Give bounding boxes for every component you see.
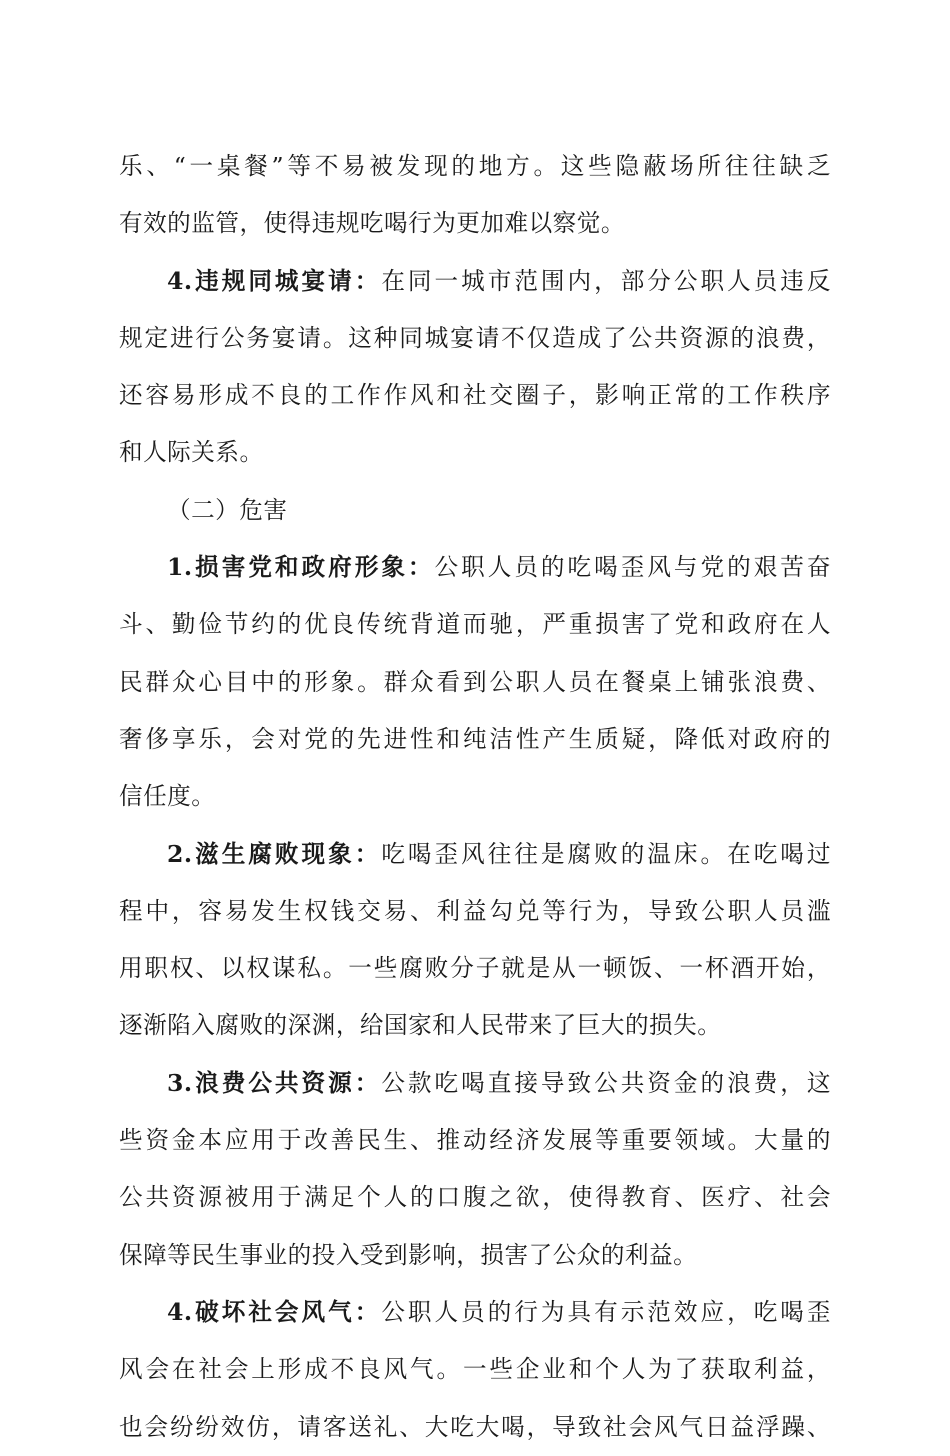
item-heading-line	[119, 1055, 831, 1112]
line-text: 和人际关系。	[119, 438, 264, 467]
line-text: 吃喝歪风往往是腐败的温床。在吃喝过	[381, 839, 831, 868]
line-text: 逐渐陷入腐败的深渊，给国家和人民带来了巨大的损失。	[119, 1011, 722, 1040]
line-text: 些资金本应用于改善民生、推动经济发展等重要领域。大量的	[119, 1126, 831, 1155]
paragraph-line	[119, 367, 831, 424]
line-text: 保障等民生事业的投入受到影响，损害了公众的利益。	[119, 1240, 698, 1269]
paragraph-line	[119, 711, 831, 768]
line-text: 公职人员的行为具有示范效应，吃喝歪	[381, 1297, 831, 1326]
item-heading-line	[119, 539, 831, 596]
paragraph-line	[119, 138, 831, 195]
line-text: 在同一城市范围内，部分公职人员违反	[381, 266, 831, 295]
item-heading: 2.滋生腐败现象：	[167, 839, 382, 868]
paragraph-line	[119, 195, 831, 252]
paragraph-line	[119, 1341, 831, 1398]
paragraph-line	[119, 768, 831, 825]
paragraph-line	[119, 1227, 831, 1284]
line-text: 信任度。	[119, 782, 216, 811]
paragraph-line	[119, 1112, 831, 1169]
line-text: 斗、勤俭节约的优良传统背道而驰，严重损害了党和政府在人	[119, 610, 831, 639]
line-text: 公款吃喝直接导致公共资金的浪费，这	[381, 1068, 831, 1097]
paragraph-line	[119, 997, 831, 1054]
paragraph-line	[119, 1399, 831, 1456]
paragraph-line	[119, 424, 831, 481]
paragraph-line	[119, 1169, 831, 1226]
line-text: 有效的监管，使得违规吃喝行为更加难以察觉。	[119, 209, 625, 238]
item-heading-line	[119, 826, 831, 883]
section-heading	[119, 482, 831, 539]
paragraph-line	[119, 883, 831, 940]
paragraph-line	[119, 596, 831, 653]
item-heading: 1.损害党和政府形象：	[167, 553, 435, 582]
line-text: 乐、“一桌餐”等不易被发现的地方。这些隐蔽场所往往缺乏	[119, 152, 831, 180]
line-text: 风会在社会上形成不良风气。一些企业和个人为了获取利益，	[119, 1355, 831, 1384]
line-text: 程中，容易发生权钱交易、利益勾兑等行为，导致公职人员滥	[119, 896, 831, 925]
item-heading: 3.浪费公共资源：	[167, 1068, 382, 1097]
line-text: 公职人员的吃喝歪风与党的艰苦奋	[434, 553, 832, 582]
line-text: 公共资源被用于满足个人的口腹之欲，使得教育、医疗、社会	[119, 1183, 831, 1212]
line-text: 还容易形成不良的工作作风和社交圈子，影响正常的工作秩序	[119, 381, 831, 410]
line-text: 用职权、以权谋私。一些腐败分子就是从一顿饭、一杯酒开始，	[119, 954, 831, 983]
item-heading: 4.破坏社会风气：	[167, 1297, 382, 1326]
line-text: 规定进行公务宴请。这种同城宴请不仅造成了公共资源的浪费，	[119, 323, 831, 352]
item-heading-line	[119, 1284, 831, 1341]
line-text: 奢侈享乐，会对党的先进性和纯洁性产生质疑，降低对政府的	[119, 724, 831, 753]
paragraph-line	[119, 940, 831, 997]
item-heading: 4.违规同城宴请：	[167, 266, 382, 295]
section-heading-text: （二）危害	[167, 495, 288, 524]
body-text	[119, 138, 831, 1456]
item-heading-line	[119, 253, 831, 310]
paragraph-line	[119, 310, 831, 367]
line-text: 民群众心目中的形象。群众看到公职人员在餐桌上铺张浪费、	[119, 667, 831, 696]
paragraph-line	[119, 654, 831, 711]
line-text: 也会纷纷效仿，请客送礼、大吃大喝，导致社会风气日益浮躁、	[119, 1412, 831, 1441]
